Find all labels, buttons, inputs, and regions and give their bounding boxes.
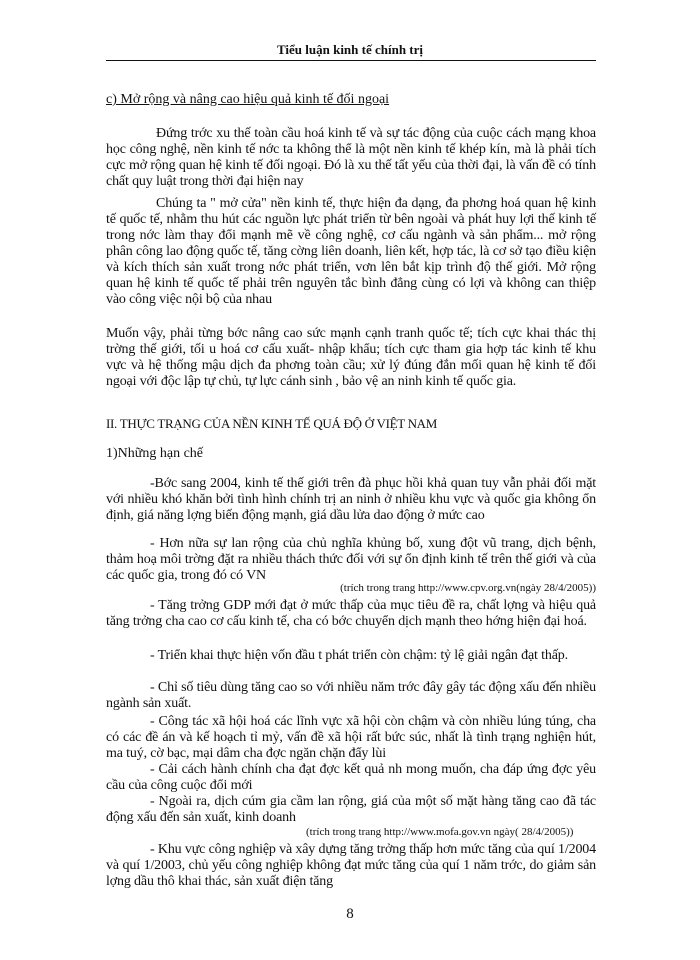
source-citation-1: (trích trong trang http://www.cpv.org.vn(ngày 28/4/2005)): [340, 582, 596, 594]
limitation-paragraph-2: - Hơn nữa sự lan rộng của chủ nghĩa khủng bố, xung đột vũ trang, dịch bệnh, thảm hoạ môi trờng đặt ra nhiều thách thức đối với sự ổn định kinh tế trên thế giới và của các quốc gia, trong đó có VN: [106, 536, 596, 583]
source-citation-2: (trích trong trang http://www.mofa.gov.vn ngày( 28/4/2005)): [306, 826, 574, 838]
running-header: Tiểu luận kinh tế chính trị: [276, 42, 424, 57]
limitation-paragraph-4: - Triển khai thực hiện vốn đầu t phát triển còn chậm: tỷ lệ giải ngân đạt thấp.: [150, 648, 568, 663]
limitation-paragraph-3: - Tăng trởng GDP mới đạt ở mức thấp của mục tiêu đề ra, chất lợng và hiệu quả tăng trởng cha cao cơ cấu kinh tế, cha có bớc chuyển dịch mạnh theo hớng hiện đại hoá.: [106, 598, 596, 629]
limitation-paragraph-7: - Cải cách hành chính cha đạt đợc kết quả nh mong muốn, cha đáp ứng đợc yêu cầu của công cuộc đổi mới: [106, 762, 596, 793]
subsection-1-heading: 1)Những hạn chế: [106, 446, 204, 461]
header-divider: [106, 60, 596, 61]
limitation-paragraph-8: - Ngoài ra, dịch cúm gia cầm lan rộng, giá của một số mặt hàng tăng cao đã tác động xấu đến sản xuất, kinh doanh: [106, 794, 596, 825]
limitation-paragraph-1: -Bớc sang 2004, kinh tế thế giới trên đà phục hồi khả quan tuy vẫn phải đối mặt với nhiều khó khăn bởi tình hình chính trị an ninh ở nhiều khu vực và quốc gia không ổn định, giá năng lợng biến động mạnh, giá dầu lửa dao động ở mức cao: [106, 476, 596, 523]
limitation-paragraph-5: - Chỉ số tiêu dùng tăng cao so với nhiều năm trớc đây gây tác động xấu đến nhiều ngành sản xuất.: [106, 680, 596, 711]
section-c-paragraph-3: Muốn vậy, phải từng bớc nâng cao sức mạnh cạnh tranh quốc tế; tích cực khai thác thị trờng thế giới, tối u hoá cơ cấu xuất- nhập khẩu; tích cực tham gia hợp tác kinh tế khu vực và hệ thống mậu dịch đa phơng toàn cầu; xử lý đúng đắn mối quan hệ kinh tế đối ngoại với độc lập tự chủ, tự lực cánh sinh , bảo vệ an ninh kinh tế quốc gia.: [106, 326, 596, 389]
section-c-paragraph-1: Đứng trớc xu thế toàn cầu hoá kinh tế và sự tác động của cuộc cách mạng khoa học công nghệ, nền kinh tế nớc ta không thể là một nền kinh tế khép kín, mà là phải tích cực mở rộng quan hệ kinh tế đối ngoại. Đó là xu thế tất yếu của thời đại, là vấn đề có tính chất quy luật trong thời đại hiện nay: [106, 126, 596, 189]
section-c-paragraph-2: Chúng ta " mở cửa" nền kinh tế, thực hiện đa dạng, đa phơng hoá quan hệ kinh tế quốc tế, nhằm thu hút các nguồn lực phát triển từ bên ngoài và phát huy lợi thế kinh tế trong nớc làm thay đổi mạnh mẽ về công nghệ, cơ cấu ngành và sản phẩm... mở rộng phân công lao động quốc tế, tăng cờng liên doanh, liên kết, hợp tác, là cơ sở tạo điều kiện và kích thích sản xuất trong nớc phát triển, vơn lên bắt kịp trình độ thế giới. Mở rộng quan hệ kinh tế quốc tế phải trên nguyên tắc bình đẳng cùng có lợi và không can thiệp vào công việc nội bộ của nhau: [106, 196, 596, 307]
section-c-heading: c) Mở rộng và nâng cao hiệu quả kinh tế đối ngoại: [106, 92, 390, 107]
section-ii-heading: II. THỰC TRẠNG CỦA NỀN KINH TẾ QUÁ ĐỘ Ở VIỆT NAM: [106, 416, 438, 431]
page-number: 8: [346, 906, 354, 922]
limitation-paragraph-9: - Khu vực công nghiệp và xây dựng tăng trởng thấp hơn mức tăng của quí 1/2004 và quí 1/2003, chủ yếu công nghiệp không đạt mức tăng của quí 1 năm trớc, do giảm sản lợng dầu thô khai thác, sản xuất điện tăng: [106, 842, 596, 889]
limitation-paragraph-6: - Công tác xã hội hoá các lĩnh vực xã hội còn chậm và còn nhiều lúng túng, cha có các đề án và kế hoạch tỉ mỷ, vấn đề xã hội rất bức súc, nhất là tình trạng nghiện hút, ma tuý, cờ bạc, mại dâm cha đợc ngăn chặn đẩy lùi: [106, 714, 596, 761]
